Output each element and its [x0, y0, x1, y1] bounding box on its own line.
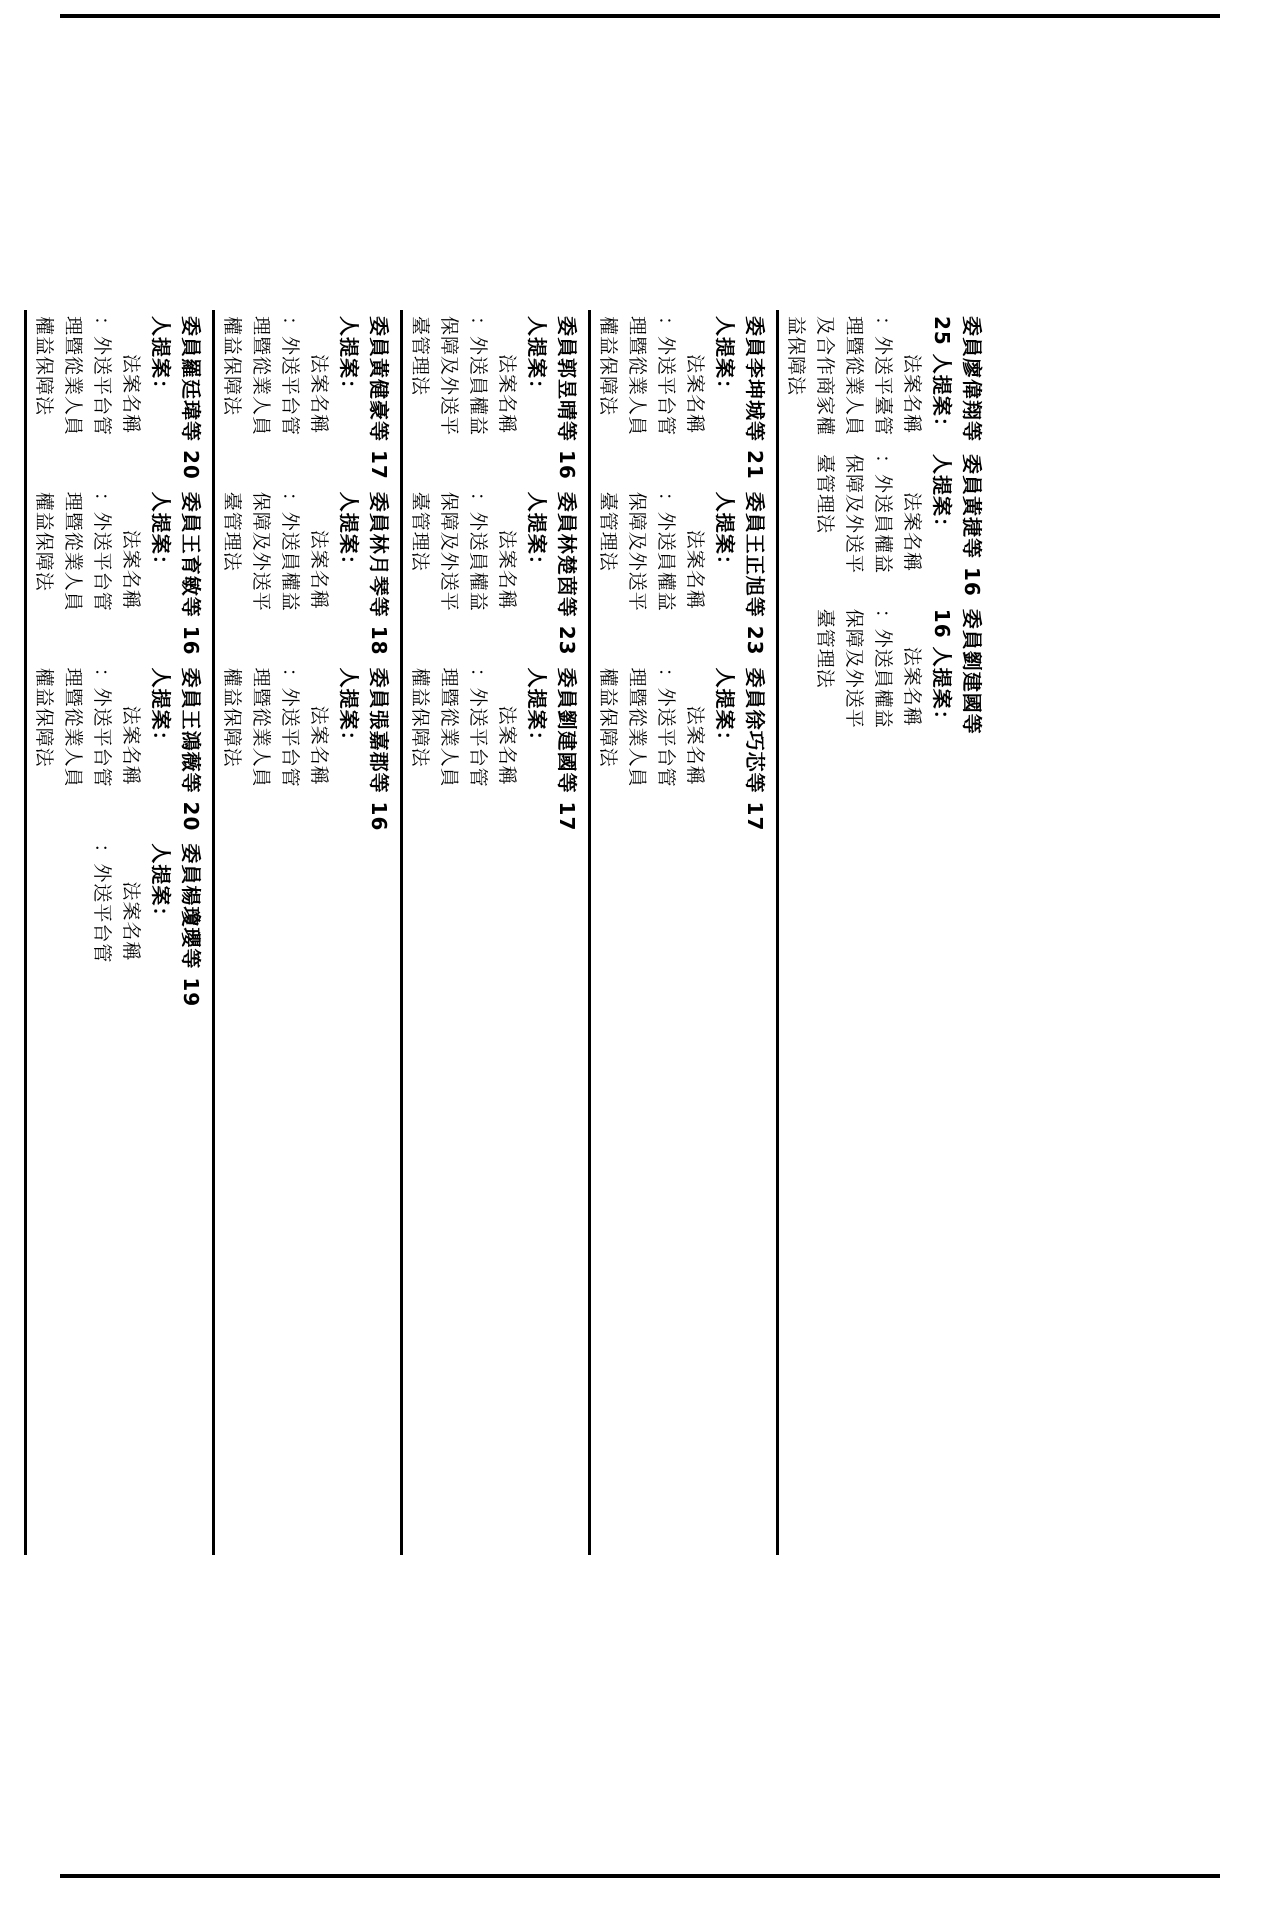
bill-title-line: ：外送平台管	[655, 316, 677, 437]
bill-title-line: 理暨從業人員	[626, 316, 648, 437]
bill-title-line: 保障及外送平	[843, 608, 865, 729]
bill-title-line: 法案名稱	[496, 354, 518, 435]
bill-title-line: 法案名稱	[901, 646, 923, 727]
bill-title-line: 法案名稱	[684, 354, 706, 435]
bill-title-block	[593, 316, 709, 480]
proposer-name: 委員王育敏等 16	[179, 491, 203, 656]
bill-title-line: 權益保障法	[409, 667, 431, 768]
bill-title-block	[217, 668, 333, 832]
proposal-entry	[591, 662, 772, 838]
bill-title-line: 法案名稱	[120, 881, 142, 962]
proposer-count: 人提案：	[149, 843, 173, 928]
bill-title-line: ：外送平台管	[91, 316, 113, 437]
proposal-entry	[27, 310, 208, 486]
bill-title-block	[405, 492, 521, 656]
bill-title-block	[29, 316, 145, 480]
proposer-count: 人提案：	[149, 667, 173, 752]
proposer-name: 委員黃捷等 16	[960, 454, 984, 597]
proposer-name: 委員張嘉郡等 16	[367, 667, 391, 832]
proposal-entry	[779, 310, 989, 448]
bill-title-block	[593, 668, 709, 832]
table-column	[24, 310, 215, 1555]
bill-title-line: 及合作商家權	[814, 316, 836, 437]
bill-title-line: 權益保障法	[597, 316, 619, 417]
proposer-name: 委員王正旭等 23	[743, 491, 767, 656]
bill-title-line: ：外送平台管	[467, 667, 489, 788]
bill-title-line: ：外送平台管	[91, 491, 113, 612]
bill-title-line: 法案名稱	[120, 529, 142, 610]
proposer-name: 委員林楚茵等 23	[555, 491, 579, 656]
bill-title-line: 權益保障法	[221, 316, 243, 417]
bill-title-block	[29, 492, 145, 656]
bill-title-line: 法案名稱	[120, 354, 142, 435]
proposer-name: 委員廖偉翔等	[960, 316, 984, 442]
proposal-entry	[403, 662, 584, 838]
bill-title-line: 臺管理法	[814, 608, 836, 689]
bill-title-line: ：外送員權益	[872, 608, 894, 729]
proposer-count: 人提案：	[525, 491, 549, 576]
bill-title-line: ：外送員權益	[872, 454, 894, 575]
table-column	[215, 310, 403, 1555]
proposal-entry	[591, 310, 772, 486]
bill-title-line: ：外送員權益	[655, 491, 677, 612]
bill-title-block	[810, 609, 926, 735]
bill-title-line: 權益保障法	[33, 491, 55, 592]
proposer-count: 人提案：	[713, 491, 737, 576]
proposal-entry	[808, 603, 989, 741]
proposer-name: 委員郭昱晴等 16	[555, 316, 579, 480]
bill-title-line: 法案名稱	[496, 705, 518, 786]
bill-title-line: 理暨從業人員	[438, 667, 460, 788]
bill-title-line: ：外送平台管	[279, 316, 301, 437]
bill-title-line: 臺管理法	[409, 316, 431, 397]
proposer-count: 人提案：	[149, 491, 173, 576]
proposer-count: 人提案：	[149, 316, 173, 400]
bill-title-line: 臺管理法	[409, 491, 431, 572]
proposer-name: 委員劉建國等 17	[555, 667, 579, 832]
bill-title-line: 臺管理法	[221, 491, 243, 572]
proposer-count: 人提案：	[713, 316, 737, 400]
bill-title-line: 保障及外送平	[843, 454, 865, 575]
proposal-entry	[215, 662, 396, 838]
bill-title-block	[217, 492, 333, 656]
bill-title-line: ：外送員權益	[467, 491, 489, 612]
bill-title-block	[87, 843, 145, 1007]
bill-title-line: 法案名稱	[308, 529, 330, 610]
table-column	[591, 310, 779, 1555]
proposer-name: 委員王鴻薇等 20	[179, 667, 203, 832]
page-top-rule	[60, 14, 1220, 18]
bill-title-line: ：外送平臺管	[872, 316, 894, 437]
bill-title-line: ：外送平台管	[91, 667, 113, 788]
bill-title-line: 臺管理法	[814, 454, 836, 535]
proposer-name: 委員李坤城等 21	[743, 316, 767, 480]
bill-title-block	[781, 316, 926, 442]
bill-title-line: 保障及外送平	[438, 316, 460, 437]
bill-title-line: ：外送平台管	[279, 667, 301, 788]
proposer-count: 人提案：	[525, 667, 549, 752]
bill-title-line: 理暨從業人員	[62, 667, 84, 788]
bill-title-line: 理暨從業人員	[250, 316, 272, 437]
proposal-entry	[85, 837, 208, 1013]
bill-title-line: ：外送員權益	[279, 491, 301, 612]
bill-title-line: 法案名稱	[308, 354, 330, 435]
bill-title-line: ：外送平台管	[655, 667, 677, 788]
proposer-name: 委員林月琴等 18	[367, 491, 391, 656]
proposer-count: 人提案：	[337, 667, 361, 752]
bill-title-block	[29, 668, 145, 832]
bill-title-line: 理暨從業人員	[250, 667, 272, 788]
bill-title-line: 保障及外送平	[438, 491, 460, 612]
proposal-entry	[808, 448, 989, 603]
proposal-entry	[591, 486, 772, 662]
bill-title-line: 法案名稱	[684, 529, 706, 610]
bill-title-block	[405, 668, 521, 832]
proposal-entry	[403, 310, 584, 486]
bill-title-line: 法案名稱	[684, 705, 706, 786]
bill-title-line: 權益保障法	[597, 667, 619, 768]
bill-title-line: 理暨從業人員	[62, 491, 84, 612]
proposer-name: 委員劉建國等	[960, 608, 984, 735]
bill-title-line: ：外送員權益	[467, 316, 489, 437]
proposer-name: 委員楊瓊瓔等 19	[179, 843, 203, 1008]
bill-title-line: 保障及外送平	[250, 491, 272, 612]
bill-title-line: 法案名稱	[496, 529, 518, 610]
bill-title-line: 理暨從業人員	[843, 316, 865, 437]
bill-title-line: 權益保障法	[221, 667, 243, 768]
bill-title-block	[217, 316, 333, 480]
bill-title-line: 理暨從業人員	[626, 667, 648, 788]
bill-title-block	[810, 454, 926, 597]
bill-title-block	[593, 492, 709, 656]
proposer-count: 人提案：	[337, 316, 361, 400]
proposer-count: 人提案：	[525, 316, 549, 400]
proposal-entry	[403, 486, 584, 662]
bill-title-line: 理暨從業人員	[62, 316, 84, 437]
proposal-entry	[27, 662, 208, 838]
proposer-name: 委員羅廷瑋等 20	[179, 316, 203, 480]
bill-title-line: 法案名稱	[308, 705, 330, 786]
bill-title-line: 法案名稱	[901, 354, 923, 435]
table-column	[403, 310, 591, 1555]
proposer-count: 人提案：	[930, 454, 954, 538]
table-body	[33, 310, 993, 1555]
bill-title-line: 臺管理法	[597, 491, 619, 572]
proposer-count: 25 人提案：	[930, 316, 954, 438]
proposer-count: 16 人提案：	[930, 608, 954, 731]
bill-title-line: 法案名稱	[901, 492, 923, 573]
bill-title-line: 法案名稱	[120, 705, 142, 786]
proposer-name: 委員黃健豪等 17	[367, 316, 391, 480]
bill-title-line: 益保障法	[785, 316, 807, 397]
proposal-entry	[27, 486, 208, 662]
bill-title-line: ：外送平台管	[91, 843, 113, 964]
proposal-entry	[215, 310, 396, 486]
bill-title-block	[405, 316, 521, 480]
bill-title-line: 權益保障法	[33, 316, 55, 417]
bill-title-line: 保障及外送平	[626, 491, 648, 612]
bill-title-line: 權益保障法	[33, 667, 55, 768]
proposer-count: 人提案：	[713, 667, 737, 752]
page-bottom-rule	[60, 1874, 1220, 1878]
table-column	[779, 310, 993, 1555]
proposal-entry	[215, 486, 396, 662]
rotated-table-area	[33, 310, 993, 1555]
proposer-count: 人提案：	[337, 491, 361, 576]
proposer-name: 委員徐巧芯等 17	[743, 667, 767, 832]
